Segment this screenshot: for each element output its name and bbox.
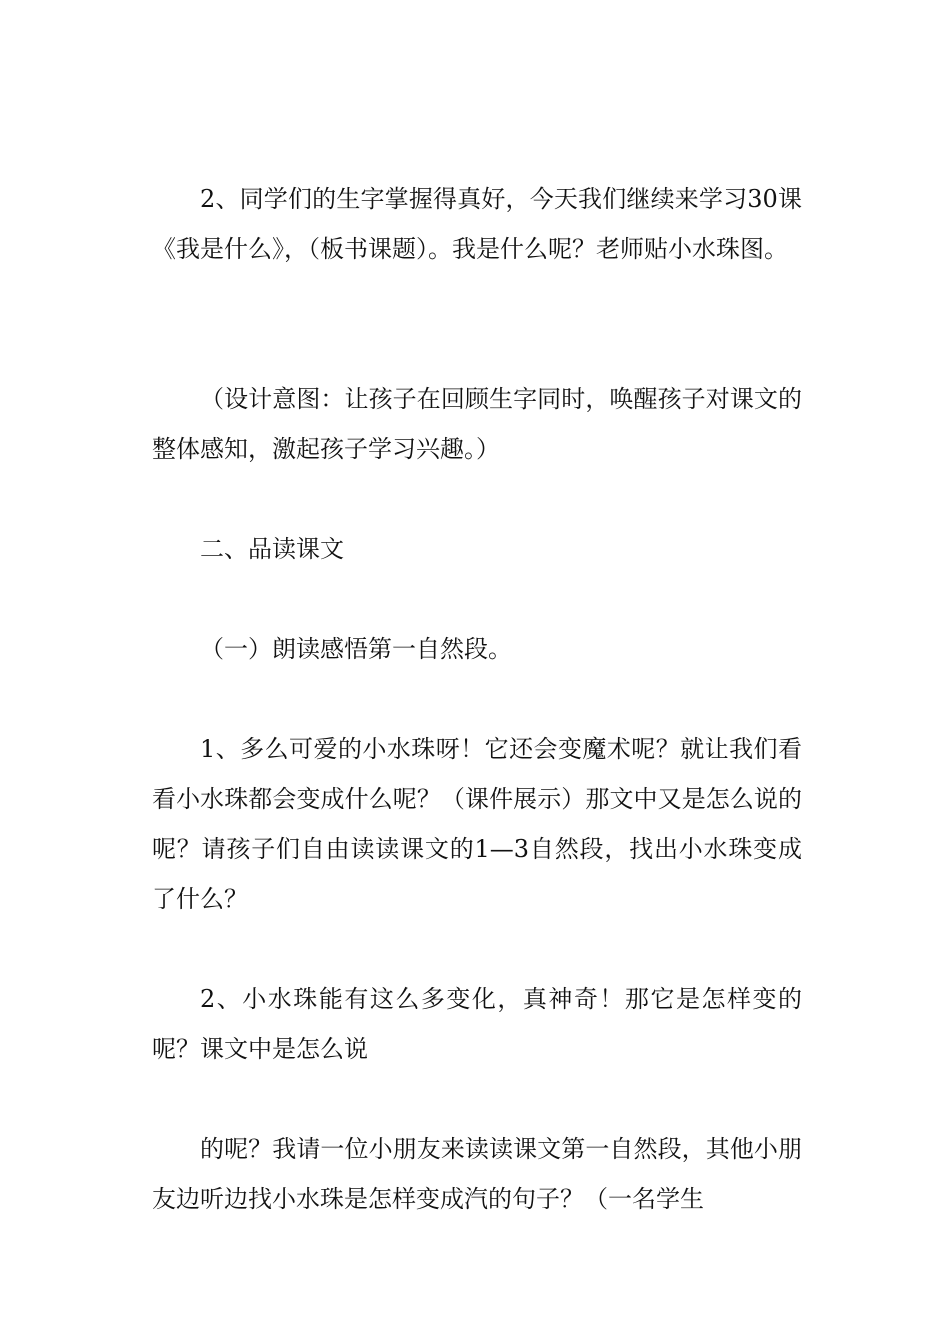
paragraph-lesson-intro: 2、同学们的生字掌握得真好，今天我们继续来学习30课《我是什么》，（板书课题）。我是什么呢？老师贴小水珠图。 <box>152 185 802 263</box>
paragraph-design-intent: （设计意图：让孩子在回顾生字同时，唤醒孩子对课文的整体感知，激起孩子学习兴趣。） <box>152 385 802 463</box>
paragraph-step-two: 2、小水珠能有这么多变化，真神奇！那它是怎样变的呢？课文中是怎么说 <box>152 985 802 1063</box>
section-heading-read-text: 二、品读课文 <box>200 535 344 563</box>
paragraph-step-two-continued: 的呢？我请一位小朋友来读读课文第一自然段，其他小朋友边听边找小水珠是怎样变成汽的句子？（一名学生 <box>152 1135 802 1213</box>
subsection-heading-paragraph-one: （一）朗读感悟第一自然段。 <box>200 635 512 663</box>
paragraph-step-one: 1、多么可爱的小水珠呀！它还会变魔术呢？就让我们看看小水珠都会变成什么呢？（课件展示）那文中又是怎么说的呢？请孩子们自由读读课文的1—3自然段，找出小水珠变成了什么？ <box>152 735 802 913</box>
